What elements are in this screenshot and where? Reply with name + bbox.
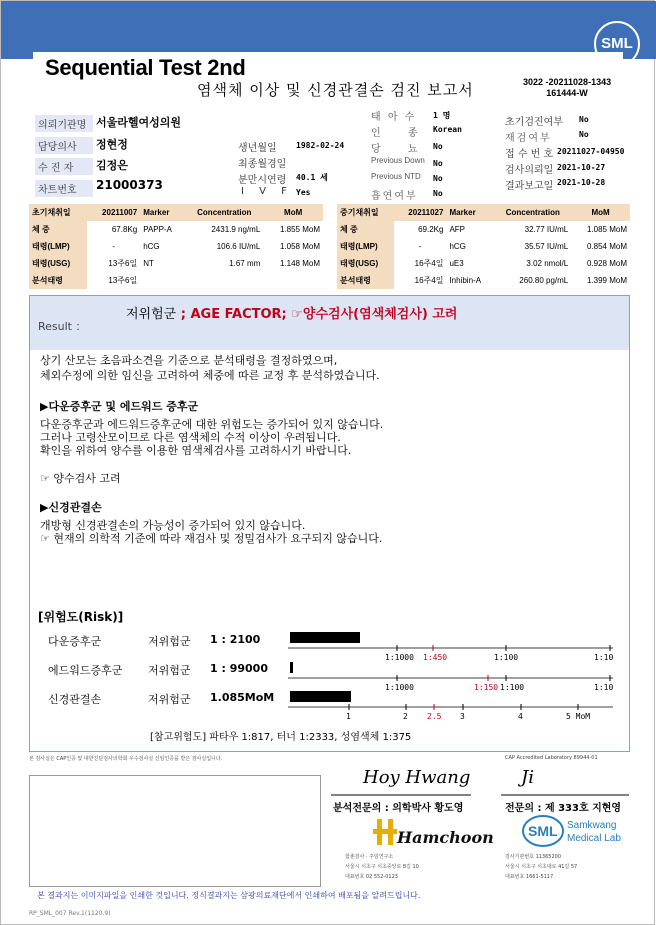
first-test-label: 초기검진여부	[505, 117, 563, 128]
twin-label: 태 아 수	[371, 112, 417, 123]
smoke-label: 흡연여부	[371, 191, 418, 202]
first-analysis-value: 13주6일	[108, 276, 138, 285]
first-weight-label: 체 중	[29, 221, 87, 238]
second-marker-name: AFP	[449, 225, 466, 234]
second-marker-name: Inhibin-A	[449, 276, 482, 285]
comment-box	[29, 775, 321, 887]
second-usg-value: 16주4일	[414, 259, 444, 268]
edwards-tick-label: 1:1000	[385, 683, 414, 692]
prev-ntd-value: No	[433, 174, 443, 183]
report-date-value: 2021-10-28	[557, 178, 606, 187]
first-marker-name: hCG	[143, 242, 160, 251]
accession-value: 20211027-04950	[557, 147, 625, 156]
second-marker-conc: 260.80 pg/mL	[519, 276, 569, 285]
first-marker-conc: 1.67 mm	[229, 259, 261, 268]
report-number-line1: 3022 -20211028-1343	[523, 77, 612, 87]
ntd-tick-label: 2	[403, 712, 408, 721]
specialist-signature-line	[501, 793, 629, 797]
report-title-en: Sequential Test 2nd	[45, 55, 246, 80]
analyst-signature-line	[331, 793, 471, 797]
reference-risk-note: [참고위험도] 파타우 1:817, 터너 1:2333, 성염색체 1:375	[150, 732, 412, 743]
ivf-value: Yes	[296, 188, 311, 197]
birth-label: 생년월일	[238, 143, 277, 154]
race-label: 인 종	[371, 128, 430, 139]
result-summary-flag: ; AGE FACTOR; ☞양수검사(염색체검사) 고려	[176, 307, 458, 322]
doctor-label: 담당의사	[35, 137, 93, 154]
diabetes-value: No	[433, 142, 443, 151]
risk-level-ntd: 저위험군	[148, 693, 191, 706]
request-date-label: 검사의뢰일	[505, 165, 554, 176]
down-edwards-line2: 그러나 고령산모이므로 다른 염색체의 수적 이상이 우려됩니다.	[40, 431, 341, 444]
ivf-label: I V F	[241, 186, 293, 197]
second-trimester-table	[337, 204, 630, 289]
chart-label: 차트번호	[35, 180, 93, 197]
risk-title: [위험도(Risk)]	[38, 610, 124, 624]
doctor-value: 정현정	[96, 138, 128, 151]
first-marker-mom: 1.855 MoM	[279, 225, 320, 234]
age-value: 40.1 세	[296, 173, 328, 182]
cap-note-left: 본 검사실은 CAP인증 및 대한진단검사의학회 우수검사실 신임인증을 받은 검사실입니다.	[29, 756, 223, 762]
prev-down-value: No	[433, 159, 443, 168]
twin-value: 1 명	[433, 111, 451, 120]
second-lmp-label: 태령(LMP)	[337, 238, 394, 255]
ntd-tick-label: 1	[346, 712, 351, 721]
ntd-tick-label: 4	[518, 712, 523, 721]
result-summary-main: 저위험군	[126, 307, 177, 322]
second-col-conc: Concentration	[494, 204, 571, 221]
down-edwards-line1: 다운증후군과 에드워드증후군에 대한 위험도는 증가되어 있지 않습니다.	[40, 418, 384, 431]
race-value: Korean	[433, 125, 462, 134]
patient-name-label: 수 진 자	[35, 158, 93, 175]
first-lmp-value: -	[112, 242, 115, 251]
report-number	[523, 77, 611, 99]
sml-lab-name-1: Samkwang	[567, 820, 617, 831]
report-title-ko: 염색체 이상 및 신경관결손 검진 보고서	[197, 81, 474, 99]
ntd-tick-label: 3	[460, 712, 465, 721]
sml-lab-brand: SML	[528, 823, 558, 839]
accession-label: 접 수 번 호	[505, 149, 554, 160]
ntd-line2: ☞ 현재의 의학적 기준에 따라 재검사 및 정밀검사가 요구되지 않습니다.	[40, 532, 383, 545]
result-header	[30, 296, 629, 350]
birth-value: 1982-02-24	[296, 141, 345, 150]
down-risk-scale	[288, 629, 618, 661]
down-tick-label: 1:10	[594, 653, 614, 662]
down-tick-label: 1:450	[423, 653, 448, 662]
header-bar	[1, 1, 656, 59]
sml-logo: SML	[594, 21, 640, 67]
ntd-heading: ▶신경관결손	[40, 501, 102, 514]
result-section	[29, 295, 630, 752]
second-marker-mom: 1.085 MoM	[586, 225, 627, 234]
second-marker-mom: 0.928 MoM	[586, 259, 627, 268]
risk-level-edwards: 저위험군	[148, 664, 191, 677]
first-marker-mom: 1.058 MoM	[279, 242, 320, 251]
patient-name-value: 김정은	[96, 159, 128, 172]
first-lmp-label: 태령(LMP)	[29, 238, 87, 255]
second-col-mom: MoM	[571, 204, 630, 221]
second-marker-conc: 3.02 nmol/L	[526, 259, 569, 268]
second-marker-name: uE3	[449, 259, 464, 268]
age-label: 분만시연령	[238, 175, 287, 186]
second-marker-conc: 32.77 IU/mL	[524, 225, 569, 234]
edwards-tick-label: 1:150	[474, 683, 499, 692]
second-analysis-label: 분석태령	[337, 272, 394, 289]
lmp-label: 최종월경일	[238, 159, 287, 170]
risk-value-down: 1 : 2100	[210, 633, 261, 646]
result-intro-line2: 체외수정에 의한 임신을 고려하여 체중에 따른 교정 후 분석하였습니다.	[40, 369, 380, 382]
form-number: RP_SML_007 Rev.1(1120.9)	[29, 910, 111, 917]
sml-info-3: 대표번호 1661-5117	[505, 874, 554, 880]
down-tick-label: 1:1000	[385, 653, 414, 662]
second-analysis-value: 16주4일	[414, 276, 444, 285]
first-usg-value: 13주6일	[108, 259, 138, 268]
sml-lab-logo	[521, 813, 631, 849]
second-marker-name: hCG	[449, 242, 466, 251]
first-col-conc: Concentration	[185, 204, 263, 221]
hamchoon-logo	[369, 815, 494, 849]
second-collect-label: 중기채취일	[337, 204, 394, 221]
first-col-mom: MoM	[263, 204, 323, 221]
risk-name-edwards: 에드워드증후군	[48, 664, 123, 677]
retest-value: No	[579, 130, 589, 139]
result-intro-line1: 상기 산모는 초음파소견을 기준으로 분석태령을 결정하였으며,	[40, 354, 338, 367]
second-usg-label: 태령(USG)	[337, 255, 394, 272]
edwards-tick-label: 1:100	[500, 683, 525, 692]
first-marker-name	[140, 272, 185, 289]
edwards-risk-bar	[290, 662, 293, 673]
first-analysis-label: 분석태령	[29, 272, 87, 289]
retest-label: 재검여부	[505, 133, 552, 144]
specialist-signature: Ji	[521, 767, 534, 788]
second-marker-mom: 0.854 MoM	[586, 242, 627, 251]
first-usg-label: 태령(USG)	[29, 255, 87, 272]
chart-value: 21000373	[96, 178, 163, 192]
diabetes-label: 당 뇨	[371, 144, 430, 155]
second-weight-label: 체 중	[337, 221, 394, 238]
edwards-tick-label: 1:10	[594, 683, 614, 692]
first-weight-value: 67.8Kg	[111, 225, 138, 234]
sml-info-2: 서울시 서초구 서초대로 41길 57	[505, 864, 578, 870]
risk-level-down: 저위험군	[148, 635, 191, 648]
hamchoon-info-1: 함춘검사 · 주임연구소	[345, 854, 394, 860]
ntd-risk-scale	[288, 688, 618, 720]
first-marker-name: NT	[143, 259, 154, 268]
ntd-risk-bar	[290, 691, 351, 702]
risk-value-ntd: 1.085MoM	[210, 691, 275, 704]
prev-ntd-label: Previous NTD	[371, 172, 421, 181]
sml-info-1: 검사기관번호 11365200	[505, 854, 562, 860]
first-trimester-table	[29, 204, 323, 289]
report-date-label: 결과보고일	[505, 181, 554, 192]
cap-note-right: CAP Accredited Laboratory 89944-01	[505, 755, 598, 761]
result-label: Result ：	[38, 320, 87, 333]
hamchoon-brand: Hamchoon	[397, 828, 494, 847]
hamchoon-info-2: 서울시 서초구 서초중앙로 8길 10	[345, 864, 419, 870]
second-marker-conc: 35.57 IU/mL	[524, 242, 569, 251]
report-number-line2: 161444-W	[546, 88, 588, 98]
first-marker-conc: 2431.9 ng/mL	[211, 225, 261, 234]
ntd-line1: 개방형 신경관결손의 가능성이 증가되어 있지 않습니다.	[40, 519, 306, 532]
analyst-label: 분석전문의 : 의학박사 황도영	[333, 803, 464, 814]
institution-value: 서울라헬여성의원	[96, 116, 182, 129]
risk-name-ntd: 신경관결손	[48, 693, 102, 706]
first-test-value: No	[579, 115, 589, 124]
second-weight-value: 69.2Kg	[418, 225, 444, 234]
prev-down-label: Previous Down	[371, 156, 425, 165]
down-tick-label: 1:100	[494, 653, 519, 662]
request-date-value: 2021-10-27	[557, 163, 606, 172]
first-collect-label: 초기채취일	[29, 204, 87, 221]
down-risk-bar	[290, 632, 360, 643]
first-marker-name: PAPP-A	[143, 225, 172, 234]
print-notice: 본 결과지는 이미지파일을 인쇄한 것입니다. 정식결과지는 삼광의료재단에서 인쇄하여 배포됨을 알려드립니다.	[37, 891, 421, 900]
smoke-value: No	[433, 189, 443, 198]
first-marker-mom	[263, 272, 323, 289]
first-collect-value: 20211007	[87, 204, 140, 221]
first-marker-mom: 1.148 MoM	[279, 259, 320, 268]
amnio-recommendation: ☞ 양수검사 고려	[40, 472, 121, 485]
first-col-marker: Marker	[140, 204, 185, 221]
risk-value-edwards: 1 : 99000	[210, 662, 268, 675]
first-marker-conc: 106.6 IU/mL	[216, 242, 261, 251]
down-edwards-line3: 확인을 위하여 양수를 이용한 염색체검사를 고려하시기 바랍니다.	[40, 444, 352, 457]
second-marker-mom: 1.399 MoM	[586, 276, 627, 285]
analyst-signature: Hoy Hwang	[363, 767, 471, 788]
hamchoon-info-3: 대표번호 02 552-0123	[345, 874, 398, 880]
result-summary	[126, 303, 457, 322]
ntd-tick-label: 5 MoM	[566, 712, 591, 721]
ntd-tick-label: 2.5	[427, 712, 442, 721]
first-marker-conc	[185, 272, 263, 289]
second-lmp-value: -	[418, 242, 422, 251]
second-collect-value: 20211027	[394, 204, 447, 221]
edwards-risk-scale	[288, 659, 618, 691]
risk-name-down: 다운증후군	[48, 635, 102, 648]
specialist-label: 전문의 : 제 333호 지현영	[505, 803, 622, 814]
sml-lab-name-2: Medical Lab	[567, 833, 621, 844]
down-edwards-heading: ▶다운증후군 및 에드워드 증후군	[40, 400, 199, 413]
institution-label: 의뢰기관명	[35, 115, 93, 132]
second-col-marker: Marker	[446, 204, 494, 221]
